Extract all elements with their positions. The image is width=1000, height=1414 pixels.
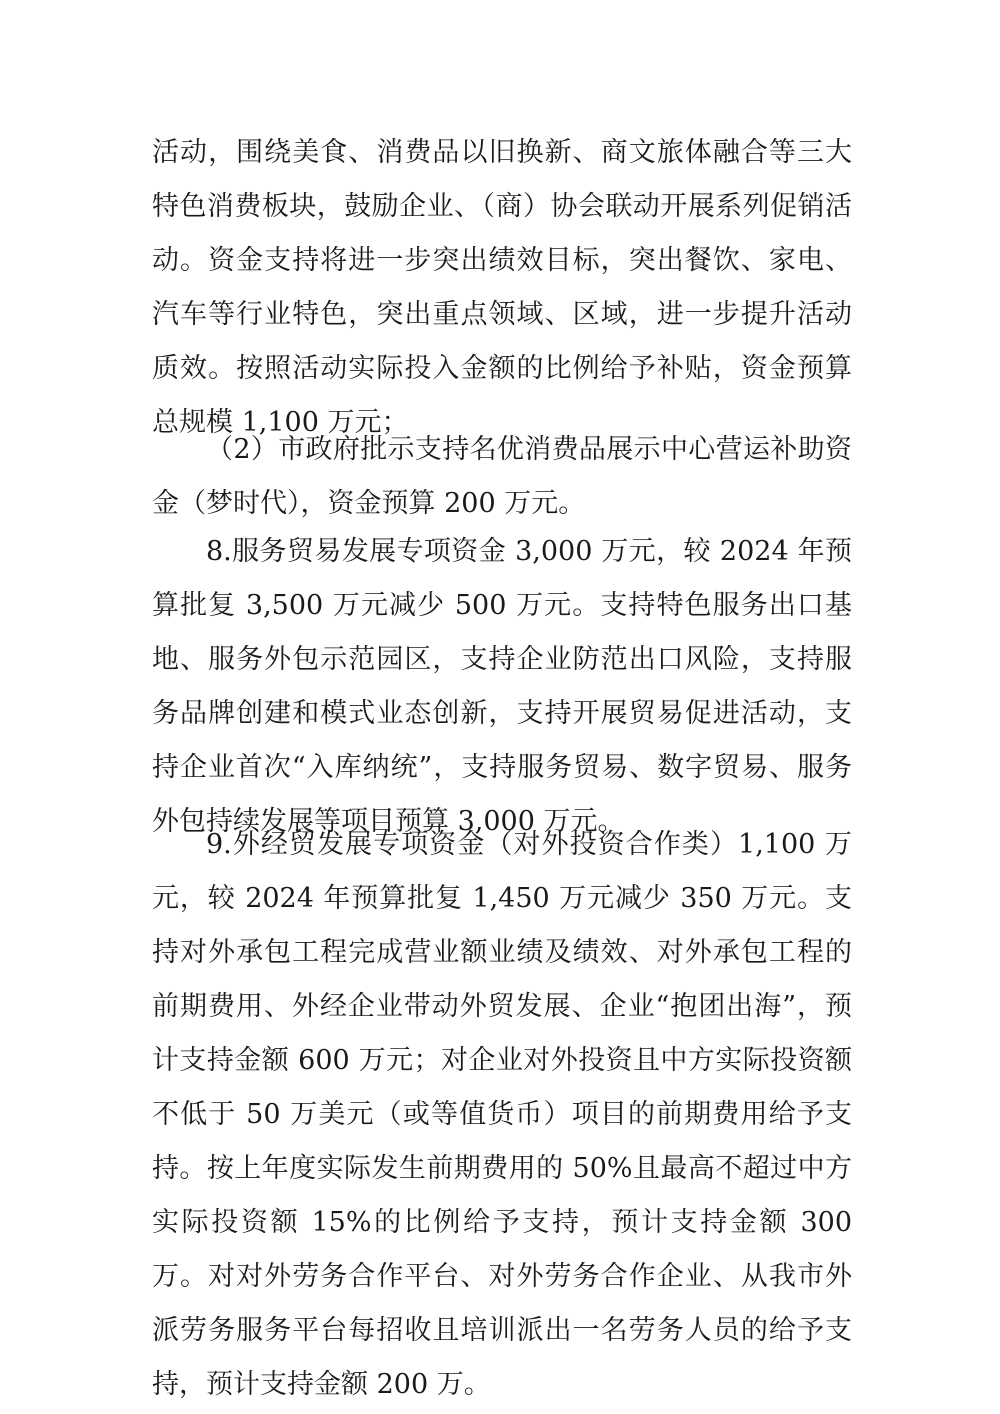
paragraph-foreign-trade-fund: 9.外经贸发展专项资金（对外投资合作类）1,100 万元，较 2024 年预算批复 1,450 万元减少 350 万元。支持对外承包工程完成营业额业绩及绩效、对外承包工程的前期费用、外经企业带动外贸发展、企业“抱团出海”，预计支持金额 600 万元；对企业对外投资且中方实际投资额不低于 50 万美元（或等值货币）项目的前期费用给予支持。按上年度实际发生前期费用的 50%且最高不超过中方实际投资额 15%的比例给予支持，预计支持金额 300 万。对对外劳务合作平台、对外劳务合作企业、从我市外派劳务服务平台每招收且培训派出一名劳务人员的给予支持，预计支持金额 200 万。 (152, 829, 852, 1400)
paragraph-service-trade-fund: 8.服务贸易发展专项资金 3,000 万元，较 2024 年预算批复 3,500 万元减少 500 万元。支持特色服务出口基地、服务外包示范园区，支持企业防范出口风险，支持服务品牌创建和模式业态创新，支持开展贸易促进活动，支持企业首次“入库纳统”，支持服务贸易、数字贸易、服务外包持续发展等项目预算 3,000 万元。 (152, 536, 852, 837)
paragraph-consumption-activities: 活动，围绕美食、消费品以旧换新、商文旅体融合等三大特色消费板块，鼓励企业、（商）协会联动开展系列促销活动。资金支持将进一步突出绩效目标，突出餐饮、家电、汽车等行业特色，突出重点领域、区域，进一步提升活动质效。按照活动实际投入金额的比例给予补贴，资金预算总规模 1,100 万元； (152, 137, 852, 438)
paragraph-display-center-subsidy: （2）市政府批示支持名优消费品展示中心营运补助资金（梦时代），资金预算 200 万元。 (152, 434, 852, 519)
